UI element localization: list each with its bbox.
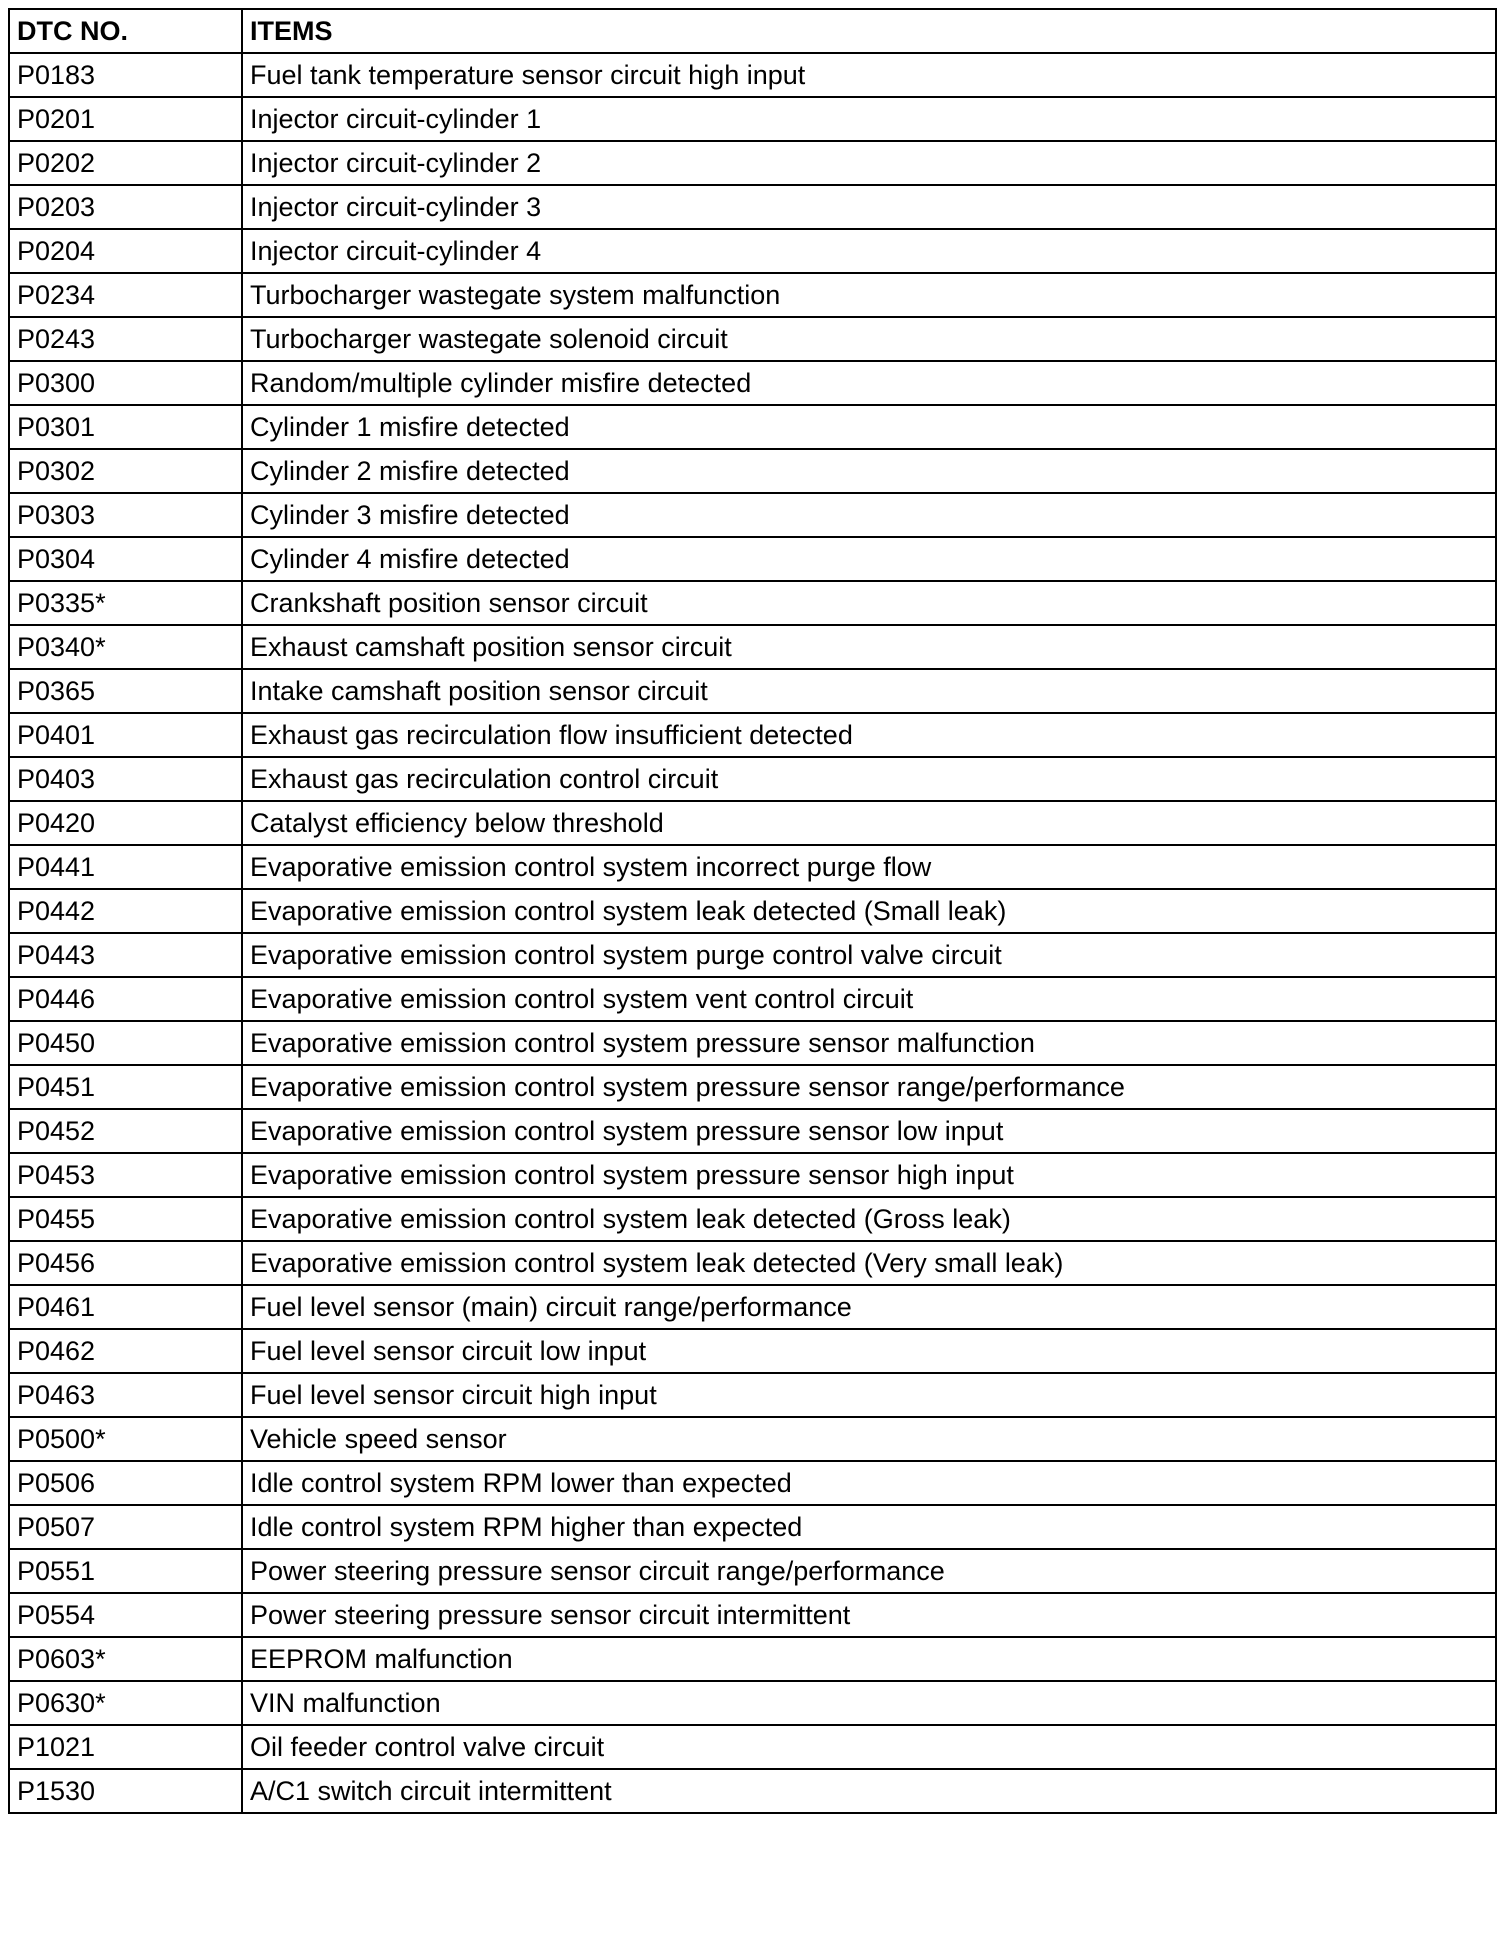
table-row <box>9 405 1496 449</box>
dtc-item-cell: Evaporative emission control system pressure sensor malfunction <box>242 1021 1496 1065</box>
dtc-code-cell: P0365 <box>9 669 242 713</box>
dtc-code-cell: P0452 <box>9 1109 242 1153</box>
table-row <box>9 669 1496 713</box>
dtc-item-cell: Injector circuit-cylinder 3 <box>242 185 1496 229</box>
dtc-item-cell: Fuel tank temperature sensor circuit high input <box>242 53 1496 97</box>
table-row <box>9 1681 1496 1725</box>
dtc-code-cell: P0551 <box>9 1549 242 1593</box>
table-row <box>9 1021 1496 1065</box>
dtc-code-cell: P0453 <box>9 1153 242 1197</box>
dtc-code-cell: P0507 <box>9 1505 242 1549</box>
dtc-code-cell: P0335* <box>9 581 242 625</box>
table-row <box>9 889 1496 933</box>
dtc-item-cell: Fuel level sensor circuit low input <box>242 1329 1496 1373</box>
dtc-item-cell: Evaporative emission control system leak detected (Small leak) <box>242 889 1496 933</box>
table-row <box>9 1241 1496 1285</box>
table-row <box>9 229 1496 273</box>
dtc-item-cell: Vehicle speed sensor <box>242 1417 1496 1461</box>
dtc-item-cell: Crankshaft position sensor circuit <box>242 581 1496 625</box>
dtc-code-cell: P1530 <box>9 1769 242 1813</box>
dtc-table <box>8 8 1497 1814</box>
table-row <box>9 1285 1496 1329</box>
dtc-item-cell: Turbocharger wastegate system malfunction <box>242 273 1496 317</box>
dtc-item-cell: Evaporative emission control system purge control valve circuit <box>242 933 1496 977</box>
table-row <box>9 317 1496 361</box>
dtc-item-cell: EEPROM malfunction <box>242 1637 1496 1681</box>
dtc-code-cell: P0442 <box>9 889 242 933</box>
dtc-item-cell: Catalyst efficiency below threshold <box>242 801 1496 845</box>
table-row <box>9 801 1496 845</box>
dtc-code-cell: P0303 <box>9 493 242 537</box>
table-row <box>9 97 1496 141</box>
dtc-code-cell: P0455 <box>9 1197 242 1241</box>
dtc-code-cell: P0301 <box>9 405 242 449</box>
dtc-item-cell: Oil feeder control valve circuit <box>242 1725 1496 1769</box>
dtc-item-cell: Cylinder 4 misfire detected <box>242 537 1496 581</box>
dtc-code-cell: P0450 <box>9 1021 242 1065</box>
dtc-code-cell: P1021 <box>9 1725 242 1769</box>
dtc-code-cell: P0456 <box>9 1241 242 1285</box>
dtc-item-cell: Fuel level sensor (main) circuit range/performance <box>242 1285 1496 1329</box>
table-row <box>9 581 1496 625</box>
dtc-item-cell: Exhaust gas recirculation flow insufficient detected <box>242 713 1496 757</box>
dtc-code-cell: P0401 <box>9 713 242 757</box>
dtc-code-cell: P0201 <box>9 97 242 141</box>
dtc-item-cell: Injector circuit-cylinder 2 <box>242 141 1496 185</box>
dtc-code-cell: P0202 <box>9 141 242 185</box>
dtc-item-cell: Evaporative emission control system vent control circuit <box>242 977 1496 1021</box>
table-row <box>9 273 1496 317</box>
dtc-item-cell: Injector circuit-cylinder 4 <box>242 229 1496 273</box>
table-row <box>9 1417 1496 1461</box>
dtc-item-cell: Power steering pressure sensor circuit range/performance <box>242 1549 1496 1593</box>
table-row <box>9 1329 1496 1373</box>
table-row <box>9 933 1496 977</box>
table-row <box>9 1725 1496 1769</box>
dtc-code-cell: P0630* <box>9 1681 242 1725</box>
table-row <box>9 537 1496 581</box>
dtc-code-cell: P0461 <box>9 1285 242 1329</box>
dtc-code-cell: P0500* <box>9 1417 242 1461</box>
dtc-code-cell: P0340* <box>9 625 242 669</box>
table-row <box>9 1593 1496 1637</box>
table-row <box>9 845 1496 889</box>
table-body <box>9 53 1496 1813</box>
header-dtc-no: DTC NO. <box>9 9 242 53</box>
dtc-code-cell: P0506 <box>9 1461 242 1505</box>
table-row <box>9 1109 1496 1153</box>
dtc-item-cell: Cylinder 1 misfire detected <box>242 405 1496 449</box>
dtc-item-cell: Evaporative emission control system incorrect purge flow <box>242 845 1496 889</box>
table-row <box>9 141 1496 185</box>
dtc-item-cell: Evaporative emission control system leak detected (Very small leak) <box>242 1241 1496 1285</box>
table-row <box>9 1153 1496 1197</box>
dtc-item-cell: Intake camshaft position sensor circuit <box>242 669 1496 713</box>
dtc-item-cell: Cylinder 2 misfire detected <box>242 449 1496 493</box>
table-row <box>9 757 1496 801</box>
table-row <box>9 625 1496 669</box>
dtc-item-cell: Cylinder 3 misfire detected <box>242 493 1496 537</box>
dtc-item-cell: Exhaust camshaft position sensor circuit <box>242 625 1496 669</box>
table-row <box>9 449 1496 493</box>
dtc-item-cell: Evaporative emission control system pressure sensor low input <box>242 1109 1496 1153</box>
header-items: ITEMS <box>242 9 1496 53</box>
dtc-item-cell: Turbocharger wastegate solenoid circuit <box>242 317 1496 361</box>
table-row <box>9 713 1496 757</box>
table-row <box>9 1197 1496 1241</box>
dtc-code-cell: P0403 <box>9 757 242 801</box>
dtc-item-cell: Idle control system RPM lower than expected <box>242 1461 1496 1505</box>
dtc-item-cell: Idle control system RPM higher than expected <box>242 1505 1496 1549</box>
table-row <box>9 1461 1496 1505</box>
dtc-item-cell: Power steering pressure sensor circuit intermittent <box>242 1593 1496 1637</box>
dtc-code-cell: P0603* <box>9 1637 242 1681</box>
dtc-code-cell: P0451 <box>9 1065 242 1109</box>
table-row <box>9 361 1496 405</box>
dtc-code-cell: P0446 <box>9 977 242 1021</box>
dtc-item-cell: VIN malfunction <box>242 1681 1496 1725</box>
dtc-item-cell: Injector circuit-cylinder 1 <box>242 97 1496 141</box>
table-row <box>9 53 1496 97</box>
dtc-item-cell: Evaporative emission control system leak detected (Gross leak) <box>242 1197 1496 1241</box>
dtc-code-cell: P0302 <box>9 449 242 493</box>
table-row <box>9 1549 1496 1593</box>
dtc-item-cell: A/C1 switch circuit intermittent <box>242 1769 1496 1813</box>
table-row <box>9 1769 1496 1813</box>
dtc-code-cell: P0463 <box>9 1373 242 1417</box>
dtc-item-cell: Evaporative emission control system pressure sensor range/performance <box>242 1065 1496 1109</box>
dtc-item-cell: Evaporative emission control system pressure sensor high input <box>242 1153 1496 1197</box>
dtc-code-cell: P0234 <box>9 273 242 317</box>
dtc-code-cell: P0300 <box>9 361 242 405</box>
dtc-code-cell: P0462 <box>9 1329 242 1373</box>
dtc-item-cell: Random/multiple cylinder misfire detected <box>242 361 1496 405</box>
table-row <box>9 1065 1496 1109</box>
table-row <box>9 185 1496 229</box>
dtc-code-cell: P0204 <box>9 229 242 273</box>
dtc-code-cell: P0203 <box>9 185 242 229</box>
table-row <box>9 977 1496 1021</box>
dtc-code-cell: P0183 <box>9 53 242 97</box>
table-row <box>9 1637 1496 1681</box>
dtc-code-cell: P0243 <box>9 317 242 361</box>
table-header-row <box>9 9 1496 53</box>
dtc-code-cell: P0441 <box>9 845 242 889</box>
dtc-item-cell: Exhaust gas recirculation control circuit <box>242 757 1496 801</box>
dtc-code-cell: P0443 <box>9 933 242 977</box>
table-row <box>9 1505 1496 1549</box>
dtc-item-cell: Fuel level sensor circuit high input <box>242 1373 1496 1417</box>
dtc-code-cell: P0304 <box>9 537 242 581</box>
table-row <box>9 493 1496 537</box>
dtc-code-cell: P0420 <box>9 801 242 845</box>
table-row <box>9 1373 1496 1417</box>
dtc-code-cell: P0554 <box>9 1593 242 1637</box>
